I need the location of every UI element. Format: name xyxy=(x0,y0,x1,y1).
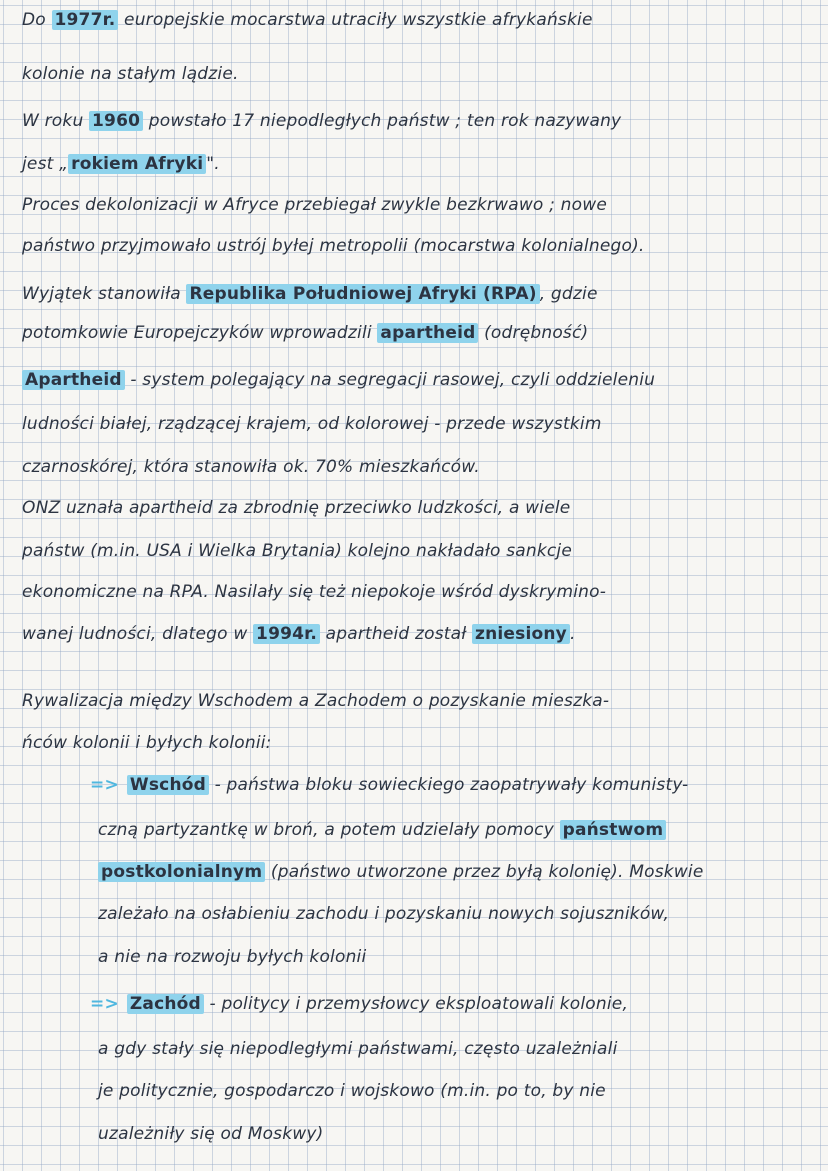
note-line-2 xyxy=(22,62,818,86)
note-text: powstało 17 niepodległych państw ; ten rok nazywany xyxy=(143,111,622,131)
note-line-13 xyxy=(22,539,818,563)
note-text: państwo przyjmowało ustrój byłej metropolii (mocarstwa kolonialnego). xyxy=(22,236,645,256)
highlight-year-1977: 1977r. xyxy=(52,10,119,30)
note-text: ". xyxy=(206,154,220,174)
note-text: ekonomiczne na RPA. Nasilały się też niepokoje wśród dyskrymino- xyxy=(22,582,607,602)
highlight-apartheid-term: Apartheid xyxy=(22,370,125,390)
note-text: (państwo utworzone przez byłą kolonię). Moskwie xyxy=(265,862,704,882)
note-line-6 xyxy=(22,234,818,258)
note-line-14 xyxy=(22,580,818,604)
note-line-26 xyxy=(98,1122,818,1146)
note-line-20 xyxy=(98,860,818,884)
note-text: uzależniły się od Moskwy) xyxy=(98,1124,324,1144)
arrow-icon: => xyxy=(90,775,119,795)
note-text: apartheid został xyxy=(319,624,472,644)
note-line-12 xyxy=(22,496,818,520)
note-text: - politycy i przemysłowcy eksploatowali kolonie, xyxy=(203,994,629,1014)
note-text: Do xyxy=(22,10,52,30)
note-text: a nie na rozwoju byłych kolonii xyxy=(98,947,367,967)
note-text: Rywalizacja między Wschodem a Zachodem o pozyskanie mieszka- xyxy=(22,691,610,711)
highlight-postcolonial: postkolonialnym xyxy=(98,862,265,882)
highlight-apartheid: apartheid xyxy=(377,323,478,343)
note-line-4 xyxy=(22,152,818,176)
note-text: ONZ uznała apartheid za zbrodnię przeciwko ludzkości, a wiele xyxy=(22,498,571,518)
note-text: europejskie mocarstwa utraciły wszystkie afrykańskie xyxy=(118,10,593,30)
note-text: (odrębność) xyxy=(478,323,589,343)
note-line-23 xyxy=(90,992,818,1016)
note-line-17 xyxy=(22,731,818,755)
note-text: ńców kolonii i byłych kolonii: xyxy=(22,733,272,753)
note-text: czarnoskórej, która stanowiła ok. 70% mieszkańców. xyxy=(22,457,480,477)
highlight-east: Wschód xyxy=(127,775,209,795)
note-line-3 xyxy=(22,109,818,133)
note-line-5 xyxy=(22,193,818,217)
note-text: kolonie na stałym lądzie. xyxy=(22,64,239,84)
note-line-9 xyxy=(22,368,818,392)
note-line-16 xyxy=(22,689,818,713)
highlight-year-1994: 1994r. xyxy=(253,624,320,644)
note-text: - państwa bloku sowieckiego zaopatrywały komunisty- xyxy=(209,775,689,795)
note-text: państw (m.in. USA i Wielka Brytania) kolejno nakładało sankcje xyxy=(22,541,573,561)
highlight-abolished: zniesiony xyxy=(472,624,570,644)
note-line-1 xyxy=(22,8,818,32)
note-text: je politycznie, gospodarczo i wojskowo (m.in. po to, by nie xyxy=(98,1081,606,1101)
note-line-19 xyxy=(98,818,818,842)
note-line-21 xyxy=(98,902,818,926)
note-text: wanej ludności, dlatego w xyxy=(22,624,254,644)
note-line-8 xyxy=(22,321,818,345)
note-text: potomkowie Europejczyków wprowadzili xyxy=(22,323,378,343)
note-line-24 xyxy=(98,1037,818,1061)
note-text: czną partyzantkę w broń, a potem udzielały pomocy xyxy=(98,820,560,840)
highlight-year-of-africa: rokiem Afryki xyxy=(68,154,206,174)
note-text: . xyxy=(569,624,576,644)
note-line-22 xyxy=(98,945,818,969)
highlight-states: państwom xyxy=(560,820,667,840)
note-text: Proces dekolonizacji w Afryce przebiegał zwykle bezkrwawo ; nowe xyxy=(22,195,607,215)
note-text: W roku xyxy=(22,111,90,131)
note-text: - system polegający na segregacji rasowej, czyli oddzieleniu xyxy=(124,370,656,390)
note-line-18 xyxy=(90,773,818,797)
arrow-icon: => xyxy=(90,994,119,1014)
note-line-15 xyxy=(22,622,818,646)
highlight-west: Zachód xyxy=(127,994,204,1014)
note-text: a gdy stały się niepodległymi państwami, często uzależniali xyxy=(98,1039,618,1059)
note-text: , gdzie xyxy=(539,284,598,304)
note-text: ludności białej, rządzącej krajem, od kolorowej - przede wszystkim xyxy=(22,414,602,434)
note-line-10 xyxy=(22,412,818,436)
note-line-11 xyxy=(22,455,818,479)
note-text: jest „ xyxy=(22,154,69,174)
note-text: Wyjątek stanowiła xyxy=(22,284,187,304)
highlight-year-1960: 1960 xyxy=(89,111,143,131)
highlight-rpa: Republika Południowej Afryki (RPA) xyxy=(186,284,539,304)
note-line-25 xyxy=(98,1079,818,1103)
note-text: zależało na osłabieniu zachodu i pozyskaniu nowych sojuszników, xyxy=(98,904,670,924)
note-line-7 xyxy=(22,282,818,306)
